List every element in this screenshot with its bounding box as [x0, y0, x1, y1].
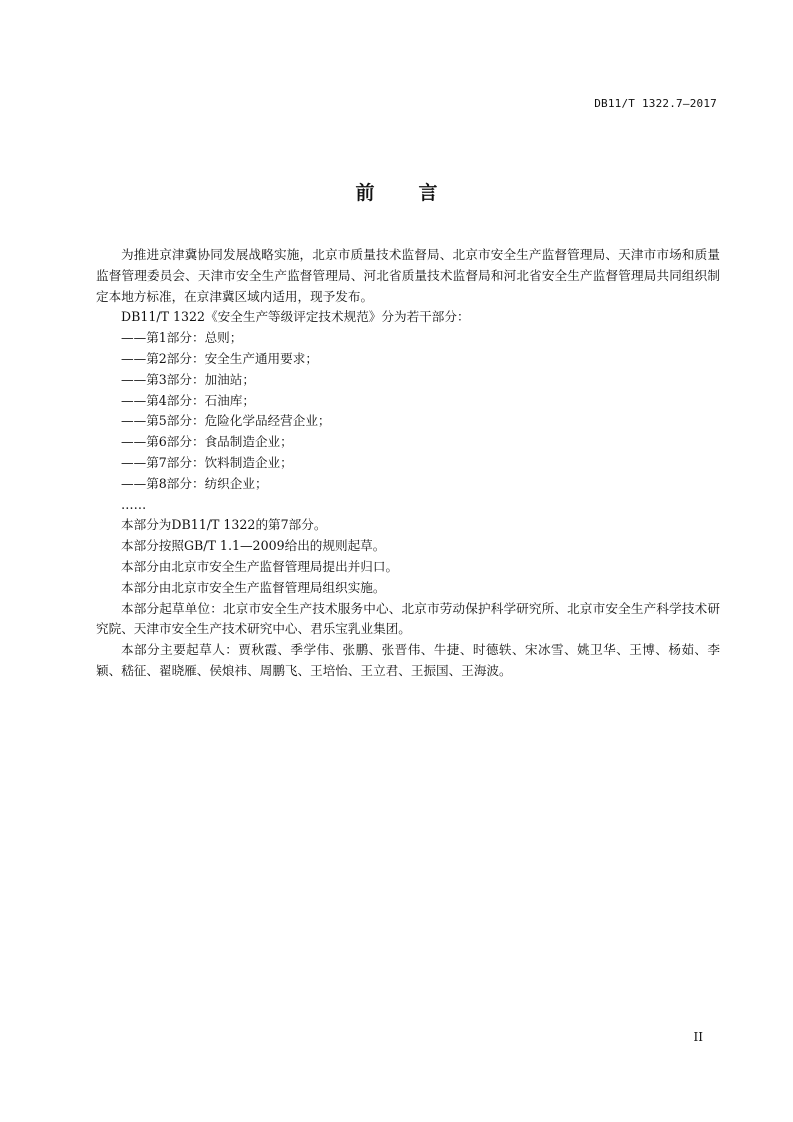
proposer-paragraph: 本部分由北京市安全生产监督管理局提出并归口。: [121, 558, 399, 574]
parts-list: [96, 328, 720, 515]
list-item: ——第5部分：危险化学品经营企业；: [121, 413, 331, 429]
page-number: II: [693, 1030, 703, 1044]
page-title: 前言: [355, 182, 482, 204]
list-item: ——第2部分：安全生产通用要求；: [121, 350, 318, 366]
parts-intro-paragraph: DB11/T 1322《安全生产等级评定技术规范》分为若干部分：: [121, 309, 470, 325]
list-item: ——第7部分：饮料制造企业；: [121, 454, 293, 470]
intro-paragraph: 为推进京津冀协同发展战略实施，北京市质量技术监督局、北京市安全生产监督管理局、天津市市场和质量监督管理委员会、天津市安全生产监督管理局、河北省质量技术监督局和河北省安全生产监督管理局共同组织制定本地方标准，在京津冀区域内适用，现予发布。: [96, 247, 720, 304]
list-item: ——第1部分：总则；: [121, 330, 243, 346]
document-body: [96, 245, 720, 682]
list-item: ——第3部分：加油站；: [121, 371, 255, 387]
part-number-paragraph: 本部分为DB11/T 1322的第7部分。: [121, 517, 327, 533]
document-code: DB11/T 1322.7—2017: [594, 97, 717, 110]
implementer-paragraph: 本部分由北京市安全生产监督管理局组织实施。: [121, 579, 386, 595]
list-item: ——第8部分：纺织企业；: [121, 475, 268, 491]
list-item: ——第6部分：食品制造企业；: [121, 434, 293, 450]
drafting-units-paragraph: 本部分起草单位：北京市安全生产技术服务中心、北京市劳动保护科学研究所、北京市安全生产科学技术研究院、天津市安全生产技术研究中心、君乐宝乳业集团。: [96, 600, 720, 637]
list-item-ellipsis: ……: [121, 496, 147, 512]
list-item: ——第4部分：石油库；: [121, 392, 255, 408]
drafters-paragraph: 本部分主要起草人：贾秋霞、季学伟、张鹏、张晋伟、牛捷、时德轶、宋冰雪、姚卫华、王博、杨茹、李颖、嵇征、翟晓雁、侯烺祎、周鹏飞、王培怡、王立君、王振国、王海波。: [96, 642, 720, 678]
drafting-rules-paragraph: 本部分按照GB/T 1.1—2009给出的规则起草。: [121, 538, 386, 554]
